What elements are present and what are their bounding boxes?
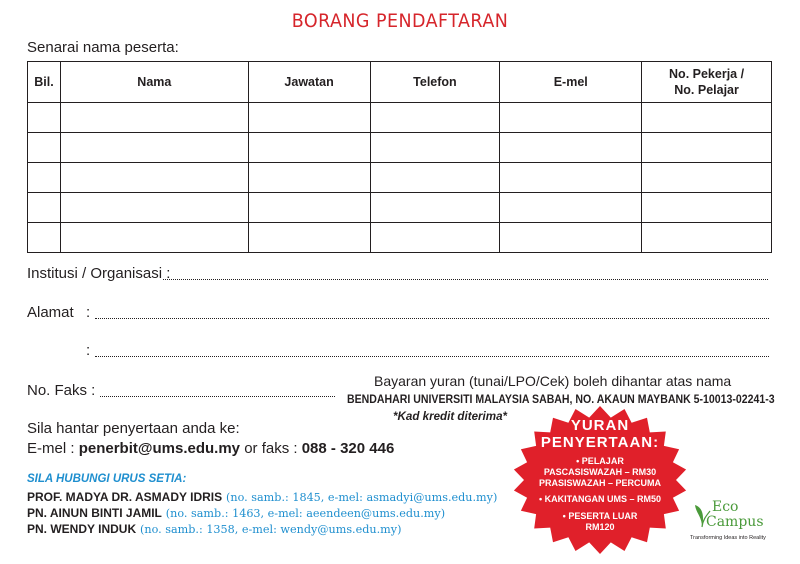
table-cell[interactable] xyxy=(500,133,642,163)
fee-item: PRASISWAZAH – PERCUMA xyxy=(538,478,661,488)
table-row[interactable] xyxy=(28,133,772,163)
table-cell[interactable] xyxy=(60,133,248,163)
table-cell[interactable] xyxy=(642,103,772,133)
table-cell[interactable] xyxy=(500,193,642,223)
col-bil: Bil. xyxy=(28,62,61,103)
table-cell[interactable] xyxy=(248,103,370,133)
table-cell[interactable] xyxy=(642,163,772,193)
table-cell[interactable] xyxy=(248,133,370,163)
institution-label: Institusi / Organisasi : xyxy=(27,265,171,282)
table-cell[interactable] xyxy=(370,193,500,223)
address-field-line1[interactable] xyxy=(95,318,769,319)
fax-field[interactable] xyxy=(100,396,335,397)
table-cell[interactable] xyxy=(370,223,500,253)
address-colon: : xyxy=(86,304,91,321)
table-cell[interactable] xyxy=(60,223,248,253)
fee-item: • PESERTA LUAR xyxy=(562,511,638,521)
fax-label: No. Faks : xyxy=(27,382,96,399)
table-cell[interactable] xyxy=(370,103,500,133)
col-emel: E-mel xyxy=(500,62,642,103)
table-cell[interactable] xyxy=(28,223,61,253)
table-row[interactable] xyxy=(28,103,772,133)
fee-item: PASCASISWAZAH – RM30 xyxy=(543,467,657,477)
col-jawatan: Jawatan xyxy=(248,62,370,103)
table-row[interactable] xyxy=(28,193,772,223)
contact-person xyxy=(27,522,401,536)
table-cell[interactable] xyxy=(500,163,642,193)
submission-fax: 088 - 320 446 xyxy=(301,440,395,457)
contact-name: PN. AINUN BINTI JAMIL xyxy=(27,506,162,520)
table-cell[interactable] xyxy=(642,133,772,163)
institution-field[interactable] xyxy=(163,279,768,280)
form-title: BORANG PENDAFTARAN xyxy=(291,10,509,32)
logo-eco: Eco xyxy=(712,499,739,515)
table-cell[interactable] xyxy=(60,163,248,193)
table-cell[interactable] xyxy=(248,163,370,193)
table-cell[interactable] xyxy=(370,133,500,163)
submission-instruction: Sila hantar penyertaan anda ke: xyxy=(27,420,240,437)
contact-name: PROF. MADYA DR. ASMADY IDRIS xyxy=(27,490,223,504)
contact-person xyxy=(27,490,497,504)
table-row[interactable] xyxy=(28,223,772,253)
fee-item: RM120 xyxy=(585,522,615,532)
table-cell[interactable] xyxy=(28,163,61,193)
table-cell[interactable] xyxy=(370,163,500,193)
submission-contact xyxy=(27,440,394,457)
payment-line1: Bayaran yuran (tunai/LPO/Cek) boleh dihantar atas nama xyxy=(374,373,732,389)
col-no-pekerja-line1: No. Pekerja / xyxy=(669,67,745,81)
contact-detail: (no. samb.: 1358, e-mel: wendy@ums.edu.my) xyxy=(140,523,402,536)
table-cell[interactable] xyxy=(642,193,772,223)
logo-campus: Campus xyxy=(706,514,764,530)
table-cell[interactable] xyxy=(28,103,61,133)
contact-heading: SILA HUBUNGI URUS SETIA: xyxy=(27,473,187,485)
table-cell[interactable] xyxy=(248,193,370,223)
contact-person xyxy=(27,506,445,520)
credit-card-note: *Kad kredit diterima* xyxy=(393,410,508,423)
address-colon-2: : xyxy=(86,342,91,359)
payment-account: BENDAHARI UNIVERSITI MALAYSIA SABAH, NO. AKAUN MAYBANK 5-10013-02241-3 xyxy=(347,393,775,406)
fee-heading-2: PENYERTAAN: xyxy=(540,434,660,451)
logo-tagline: Transforming Ideas into Reality xyxy=(690,535,766,541)
fax-prefix: or faks : xyxy=(244,440,298,457)
table-cell[interactable] xyxy=(28,133,61,163)
table-row[interactable] xyxy=(28,163,772,193)
table-header-row xyxy=(28,62,772,103)
fee-item: • PELAJAR xyxy=(576,456,624,466)
fee-starburst xyxy=(512,405,688,555)
col-nama: Nama xyxy=(60,62,248,103)
table-cell[interactable] xyxy=(642,223,772,253)
address-label: Alamat xyxy=(27,304,74,321)
col-telefon: Telefon xyxy=(370,62,500,103)
contact-detail: (no. samb.: 1845, e-mel: asmadyi@ums.edu.my) xyxy=(226,491,498,504)
contact-name: PN. WENDY INDUK xyxy=(27,522,137,536)
contact-detail: (no. samb.: 1463, e-mel: aeendeen@ums.edu.my) xyxy=(165,507,446,520)
submission-email[interactable]: penerbit@ums.edu.my xyxy=(78,440,241,457)
col-no-pekerja-line2: No. Pelajar xyxy=(674,83,739,97)
table-cell[interactable] xyxy=(500,223,642,253)
address-field-line2[interactable] xyxy=(95,356,769,357)
fee-item: • KAKITANGAN UMS – RM50 xyxy=(539,494,661,504)
table-cell[interactable] xyxy=(28,193,61,223)
table-cell[interactable] xyxy=(500,103,642,133)
table-cell[interactable] xyxy=(60,103,248,133)
participant-list-label: Senarai nama peserta: xyxy=(27,39,179,56)
fee-heading-1: YURAN xyxy=(570,417,630,434)
participant-table xyxy=(27,61,772,253)
email-prefix: E-mel : xyxy=(27,440,75,457)
table-cell[interactable] xyxy=(60,193,248,223)
col-no-pekerja xyxy=(642,62,772,103)
table-cell[interactable] xyxy=(248,223,370,253)
eco-campus-logo xyxy=(690,497,780,547)
